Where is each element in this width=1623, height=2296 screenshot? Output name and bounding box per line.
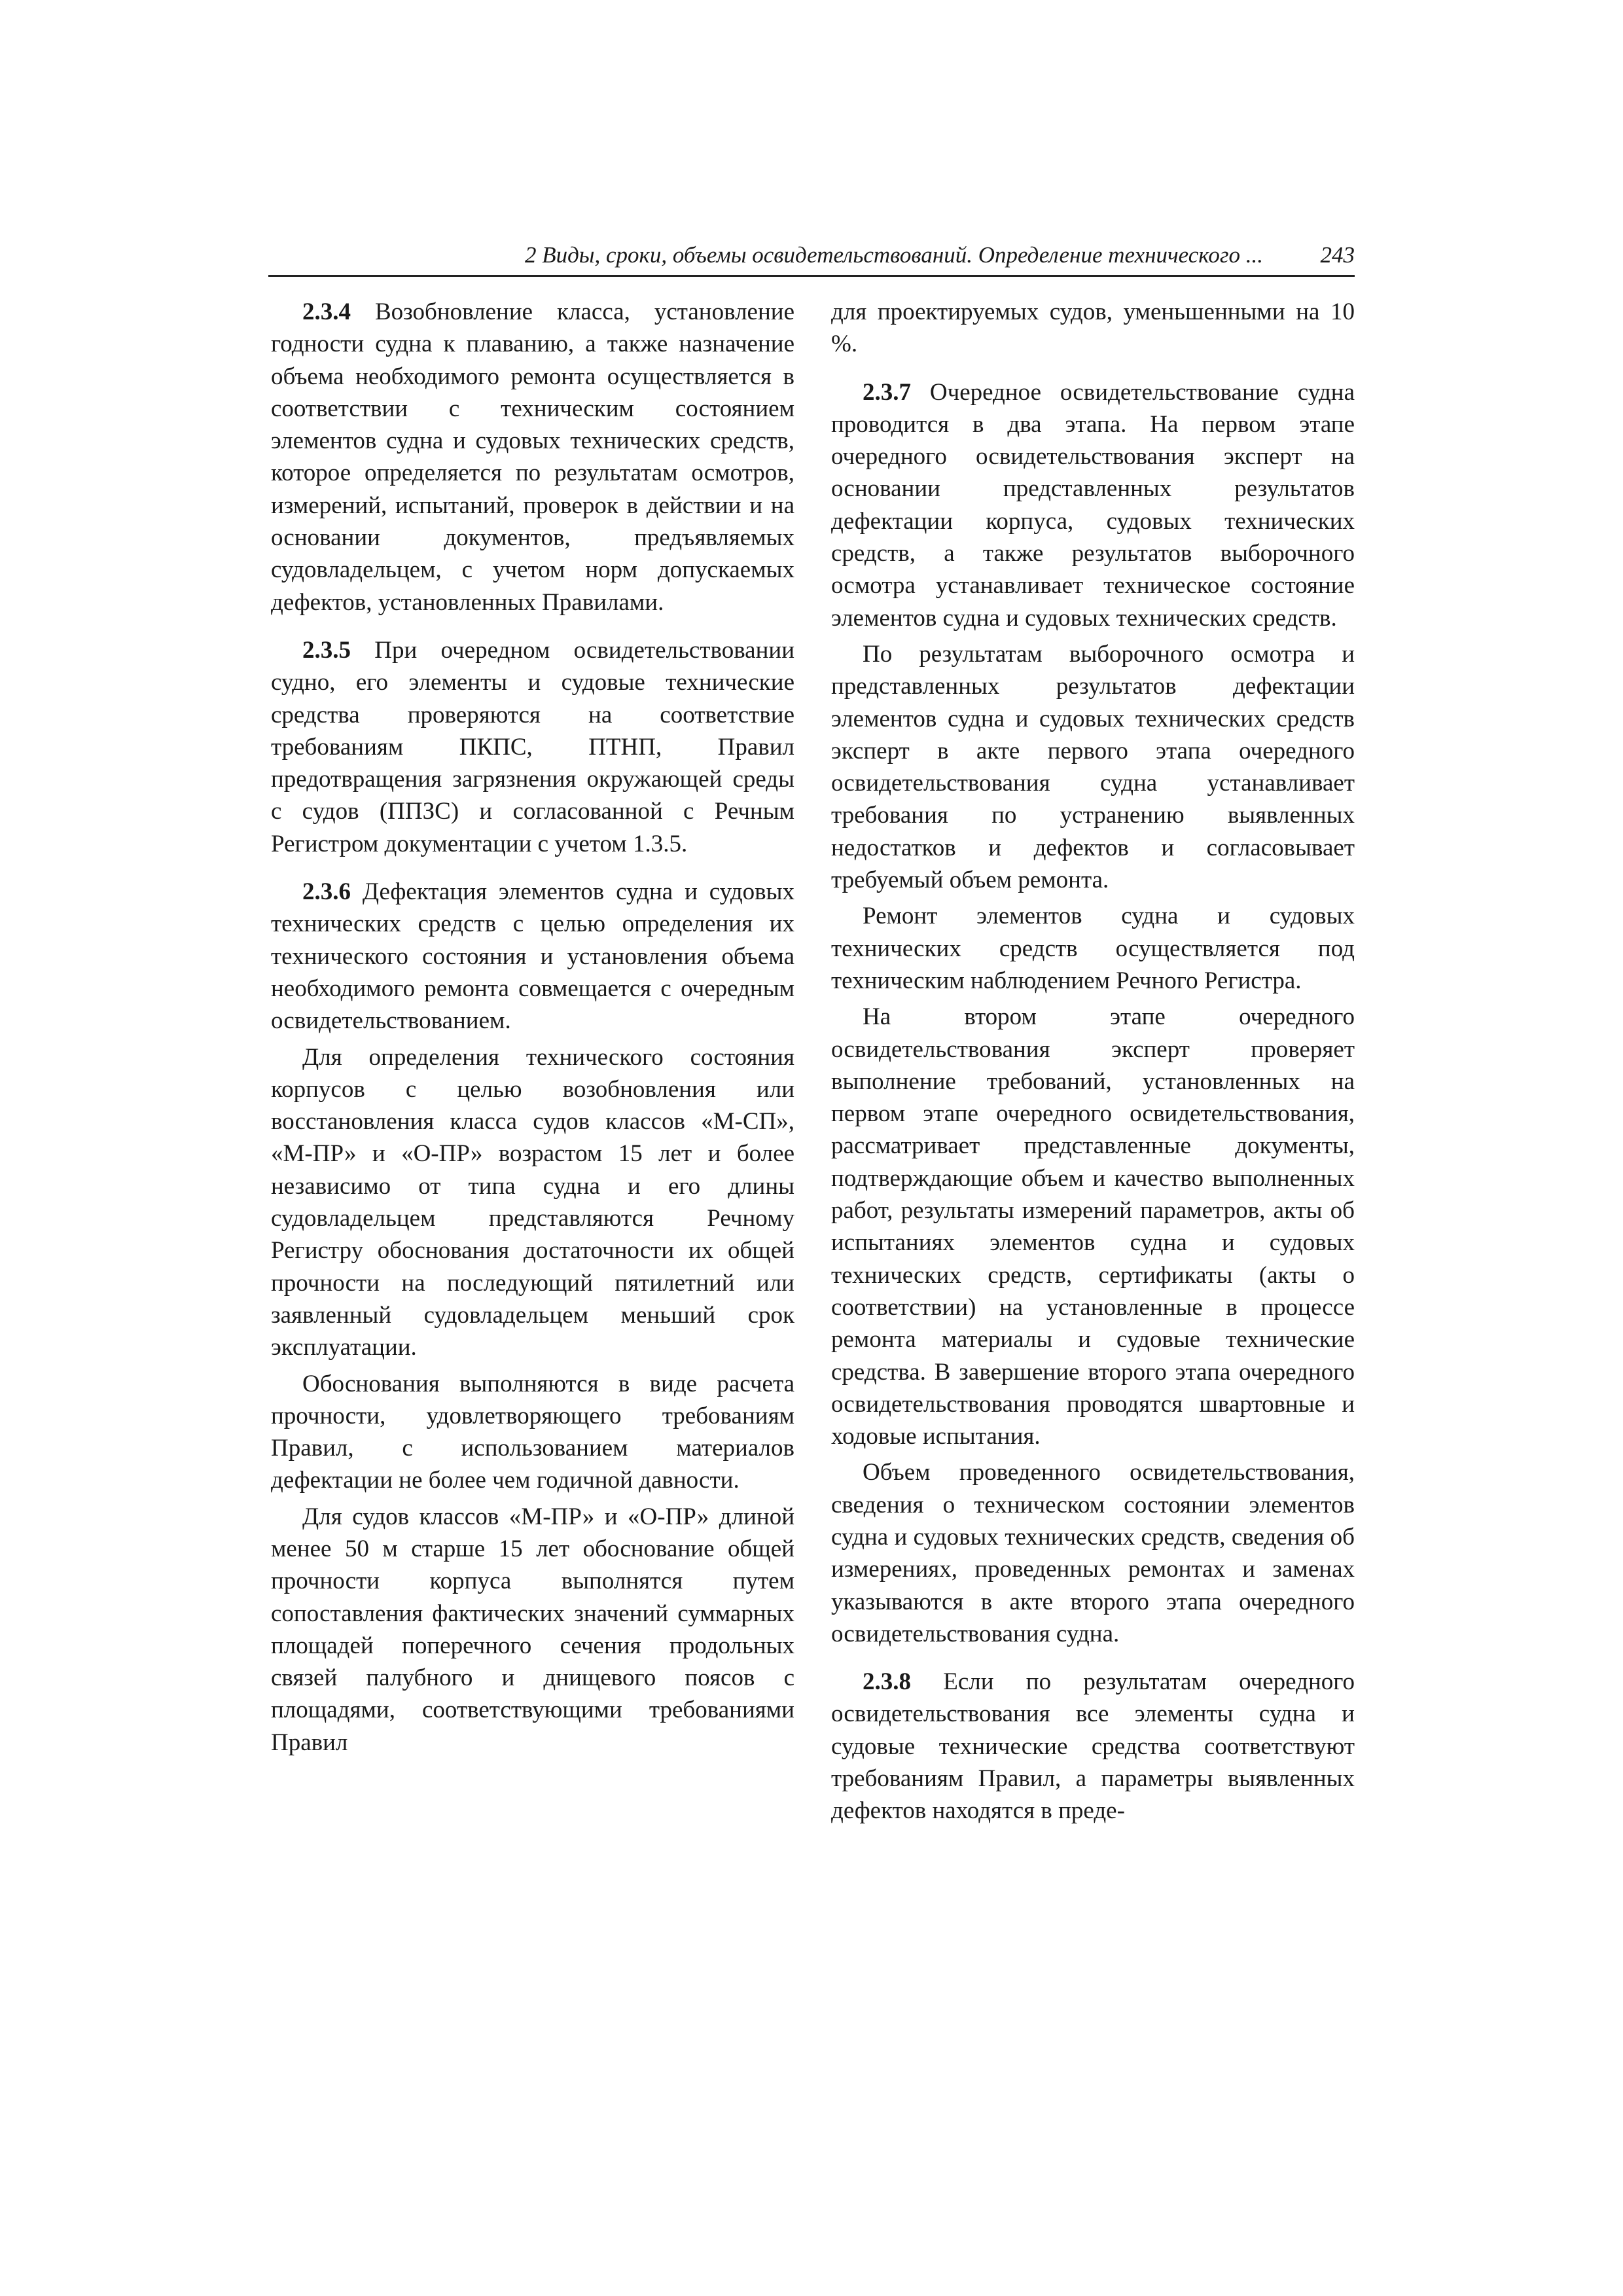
left-column (271, 296, 794, 1759)
paragraph-text: На втором этапе очередного освидетельствования эксперт проверяет выполнение требований, установленных на первом этапе очередного освидетельствования, рассматривает представленные документы, подтверждающие объем и качество выполненных работ, результаты измерений параметров, акты об испытаниях элементов судна и судовых технических средств, сертификаты (акты о соответствии) на установленные в процессе ремонта материалы и судовые технические средства. В завершение второго этапа очередного освидетельствования проводятся швартовные и ходовые испытания. (831, 1003, 1355, 1450)
right-column (831, 296, 1355, 1827)
paragraph-2-3-5 (271, 634, 794, 860)
section-number: 2.3.7 (863, 378, 911, 406)
paragraph-text: Для определения технического состояния корпусов с целью возобновления или восстановления класса судов классов «М-СП», «М-ПР» и «О-ПР» возрастом 15 лет и более независимо от типа судна и его длины судовладельцем представляются Речному Регистру обоснования достаточности их общей прочности на последующий пятилетний или заявленный судовладельцем меньший срок эксплуатации. (271, 1043, 794, 1361)
paragraph (271, 1041, 794, 1364)
running-header (268, 236, 1355, 277)
paragraph-2-3-4 (271, 296, 794, 619)
section-number: 2.3.6 (302, 878, 351, 906)
paragraph-text: При очередном освидетельствовании судно, его элементы и судовые технические средства проверяются на соответствие требованиям ПКПС, ПТНП, Правил предотвращения загрязнения окружающей среды с судов (ППЗС) и согласованной с Речным Регистром документации с учетом 1.3.5. (271, 636, 795, 857)
paragraph-text: По результатам выборочного осмотра и представленных результатов дефектации элементов судна и судовых технических средств эксперт в акте первого этапа очередного освидетельствования судна устанавливает требования по устранению выявленных недостатков и дефектов и согласовывает требуемый объем ремонта. (831, 640, 1355, 894)
paragraph (831, 638, 1355, 896)
page-number: 243 (1320, 242, 1355, 268)
paragraph-text: Для судов классов «М-ПР» и «О-ПР» длиной менее 50 м старше 15 лет обоснование общей прочности корпуса выполнятся путем сопоставления фактических значений суммарных площадей поперечного сечения продольных связей палубного и днищевого поясов с площадями, соответствующими требованиями Правил (271, 1503, 794, 1756)
paragraph (831, 900, 1355, 997)
section-number: 2.3.8 (863, 1668, 911, 1696)
paragraph-text: Объем проведенного освидетельствования, сведения о техническом состоянии элементов судна и судовых технических средств, сведения об измерениях, проведенных ремонтах и заменах указываются в акте второго этапа очередного освидетельствования судна. (831, 1459, 1355, 1647)
section-number: 2.3.4 (302, 298, 351, 325)
paragraph-text: Ремонт элементов судна и судовых технических средств осуществляется под техническим наблюдением Речного Регистра. (831, 903, 1355, 994)
paragraph-2-3-7 (831, 376, 1355, 634)
paragraph-text: Возобновление класса, установление годности судна к плаванию, а также назначение объема необходимого ремонта осуществляется в соответствии с техническим состоянием элементов судна и судовых технических средств, которое определяется по результатам осмотров, измерений, испытаний, проверок в действии и на основании документов, предъявляемых судовладельцем, с учетом норм допускаемых дефектов, установленных Правилами. (271, 298, 794, 616)
paragraph-text: Дефектация элементов судна и судовых технических средств с целью определения их технического состояния и установления объема необходимого ремонта совмещается с очередным освидетельствованием. (271, 878, 794, 1035)
paragraph (831, 1456, 1355, 1650)
paragraph-2-3-6 (271, 876, 794, 1037)
paragraph (271, 1368, 794, 1497)
paragraph (271, 1501, 794, 1759)
paragraph-text: Если по результатам очередного освидетельствования все элементы судна и судовые технические средства соответствуют требованиям Правил, а параметры выявленных дефектов находятся в преде- (831, 1668, 1355, 1825)
paragraph (831, 1001, 1355, 1452)
paragraph-text: Очередное освидетельствование судна проводится в два этапа. На первом этапе очередного освидетельствования эксперт на основании представленных результатов дефектации корпуса, судовых технических средств, а также результатов выборочного осмотра устанавливает техническое состояние элементов судна и судовых технических средств. (831, 378, 1355, 632)
paragraph-text: для проектируемых судов, уменьшенными на 10 %. (831, 298, 1355, 358)
paragraph-text: Обоснования выполняются в виде расчета прочности, удовлетворяющего требованиям Правил, с использованием материалов дефектации не более чем годичной давности. (271, 1370, 794, 1494)
paragraph-2-3-8 (831, 1666, 1355, 1827)
running-header-title: 2 Виды, сроки, объемы освидетельствований. Определение технического ... (524, 242, 1263, 268)
paragraph-continuation (831, 296, 1355, 361)
section-number: 2.3.5 (302, 636, 351, 664)
